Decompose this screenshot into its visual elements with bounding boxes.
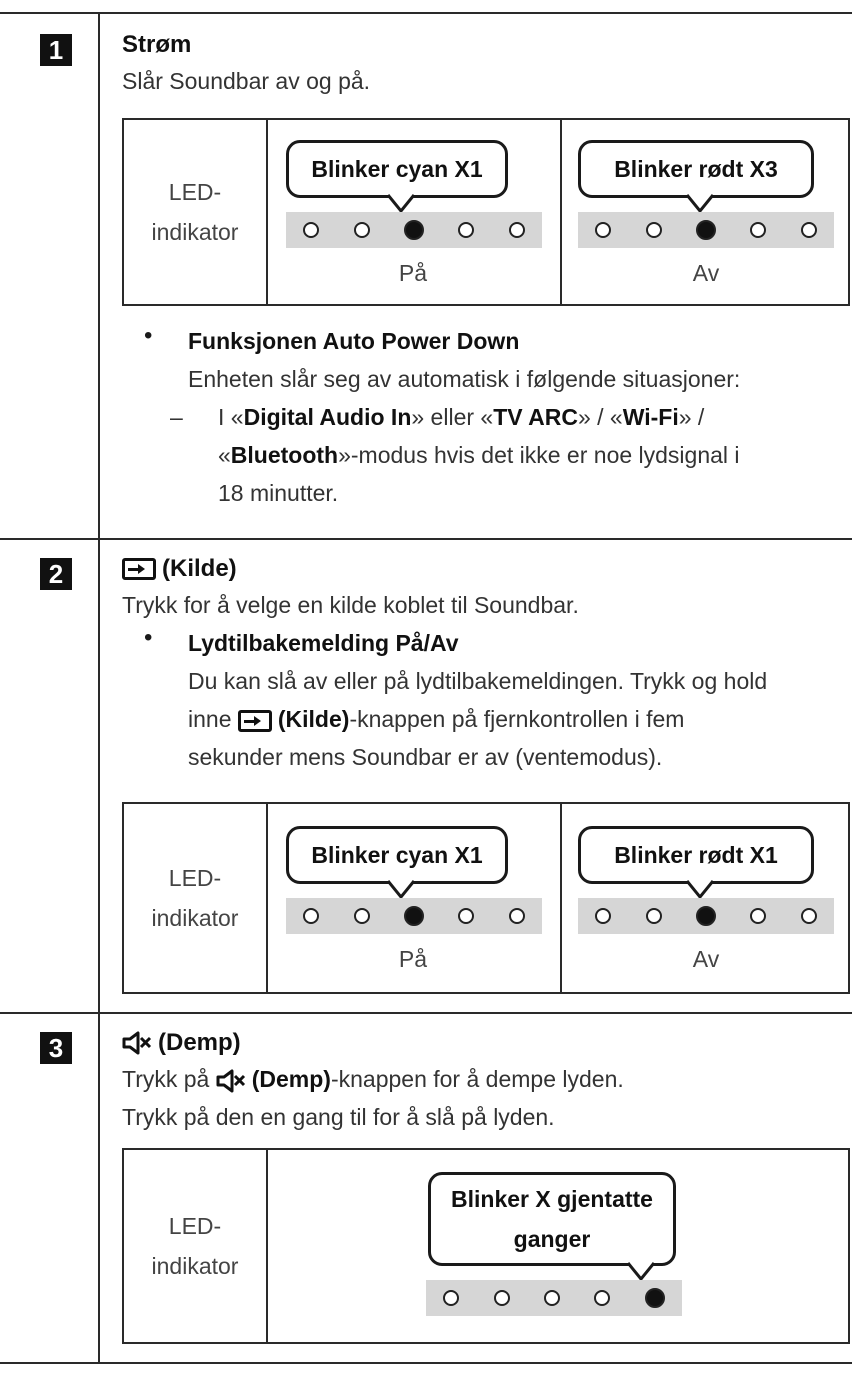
led-strip <box>578 212 834 248</box>
top-rule <box>0 12 852 14</box>
bullet-body-line: inne (Kilde)-knappen på fjernkontrollen i fem <box>188 706 685 732</box>
bullet-dot: • <box>144 322 153 349</box>
led-caption: Av <box>692 946 720 972</box>
led-bubble: Blinker cyan X1 <box>286 826 508 884</box>
led-dot-unlit <box>303 222 319 238</box>
led-dot-unlit <box>354 222 370 238</box>
section-number-3: 3 <box>40 1032 72 1064</box>
led-dot-unlit <box>646 908 662 924</box>
bullet-body-line: sekunder mens Soundbar er av (ventemodus). <box>188 744 663 770</box>
led-dot-unlit <box>646 222 662 238</box>
section-divider-2 <box>0 1012 852 1014</box>
bullet-dot: • <box>144 624 153 651</box>
led-dot-unlit <box>354 908 370 924</box>
section-mute <box>122 1026 842 1136</box>
section-power <box>122 28 842 100</box>
section-description: Trykk for å velge en kilde koblet til Soundbar. <box>122 592 579 618</box>
led-bubble: Blinker X gjentatte ganger <box>428 1172 676 1266</box>
source-input-icon <box>238 710 272 732</box>
led-dot-lit <box>404 220 424 240</box>
led-cell-on <box>266 804 560 992</box>
led-dot-unlit <box>750 222 766 238</box>
led-strip <box>286 898 542 934</box>
led-bubble: Blinker rødt X3 <box>578 140 814 198</box>
led-dot-unlit <box>801 908 817 924</box>
led-cell-off <box>560 120 850 304</box>
led-dot-unlit <box>458 222 474 238</box>
mute-speaker-icon <box>216 1069 246 1093</box>
led-dot-unlit <box>303 908 319 924</box>
bubble-pointer <box>388 879 414 899</box>
bullet-item <box>122 322 842 398</box>
section-description: Trykk på den en gang til for å slå på lyden. <box>122 1104 555 1130</box>
auto-power-down-block <box>122 322 842 512</box>
section-title: (Kilde) <box>162 555 237 582</box>
led-dot-unlit <box>509 222 525 238</box>
led-dot-unlit <box>494 1290 510 1306</box>
led-table-source <box>122 802 850 994</box>
bubble-pointer <box>687 879 713 899</box>
left-column-divider <box>98 12 100 1364</box>
led-cell-on <box>266 120 560 304</box>
led-dot-unlit <box>509 908 525 924</box>
led-dot-unlit <box>458 908 474 924</box>
mute-speaker-icon <box>122 1031 152 1055</box>
bullet-body-line: Du kan slå av eller på lydtilbakemeldingen. Trykk og hold <box>188 668 768 694</box>
section-description: Slår Soundbar av og på. <box>122 68 371 94</box>
bullet-title: Lydtilbakemelding På/Av <box>188 630 459 656</box>
section-description: Trykk på (Demp)-knappen for å dempe lyden. <box>122 1066 624 1092</box>
led-bubble: Blinker cyan X1 <box>286 140 508 198</box>
led-strip <box>286 212 542 248</box>
section-number-2: 2 <box>40 558 72 590</box>
led-label: LED- indikator <box>124 804 268 992</box>
led-dot-lit <box>696 220 716 240</box>
bubble-pointer <box>628 1261 654 1281</box>
led-dot-unlit <box>594 1290 610 1306</box>
section-divider-1 <box>0 538 852 540</box>
dash-item: – I «Digital Audio In» eller «TV ARC» / «Wi-Fi» / «Bluetooth»-modus hvis det ikke er noe lydsignal i 18 minutter. <box>122 398 842 512</box>
dash-mark: – <box>170 404 183 430</box>
led-dot-unlit <box>750 908 766 924</box>
section-title: Strøm <box>122 31 192 58</box>
led-dot-lit <box>645 1288 665 1308</box>
led-dot-unlit <box>801 222 817 238</box>
source-input-icon <box>122 558 156 580</box>
led-caption: På <box>398 946 428 972</box>
led-dot-lit <box>696 906 716 926</box>
led-dot-unlit <box>544 1290 560 1306</box>
led-dot-unlit <box>595 908 611 924</box>
led-dot-lit <box>404 906 424 926</box>
led-cell-mute <box>266 1150 848 1342</box>
led-caption: På <box>398 260 428 286</box>
led-strip <box>578 898 834 934</box>
led-table-mute <box>122 1148 850 1344</box>
bullet-text: Enheten slår seg av automatisk i følgende situasjoner: <box>188 366 741 392</box>
led-dot-unlit <box>595 222 611 238</box>
section-source <box>122 552 842 776</box>
section-title: (Demp) <box>158 1029 241 1056</box>
section-number-1: 1 <box>40 34 72 66</box>
bubble-pointer <box>687 193 713 213</box>
bullet-item <box>122 624 842 776</box>
led-caption: Av <box>692 260 720 286</box>
bubble-pointer <box>388 193 414 213</box>
led-dot-unlit <box>443 1290 459 1306</box>
led-strip <box>426 1280 682 1316</box>
led-label: LED- indikator <box>124 1150 268 1342</box>
bottom-rule <box>0 1362 852 1364</box>
led-cell-off <box>560 804 850 992</box>
bullet-title: Funksjonen Auto Power Down <box>188 328 520 354</box>
led-table-power <box>122 118 850 306</box>
led-label: LED- indikator <box>124 120 268 304</box>
led-bubble: Blinker rødt X1 <box>578 826 814 884</box>
